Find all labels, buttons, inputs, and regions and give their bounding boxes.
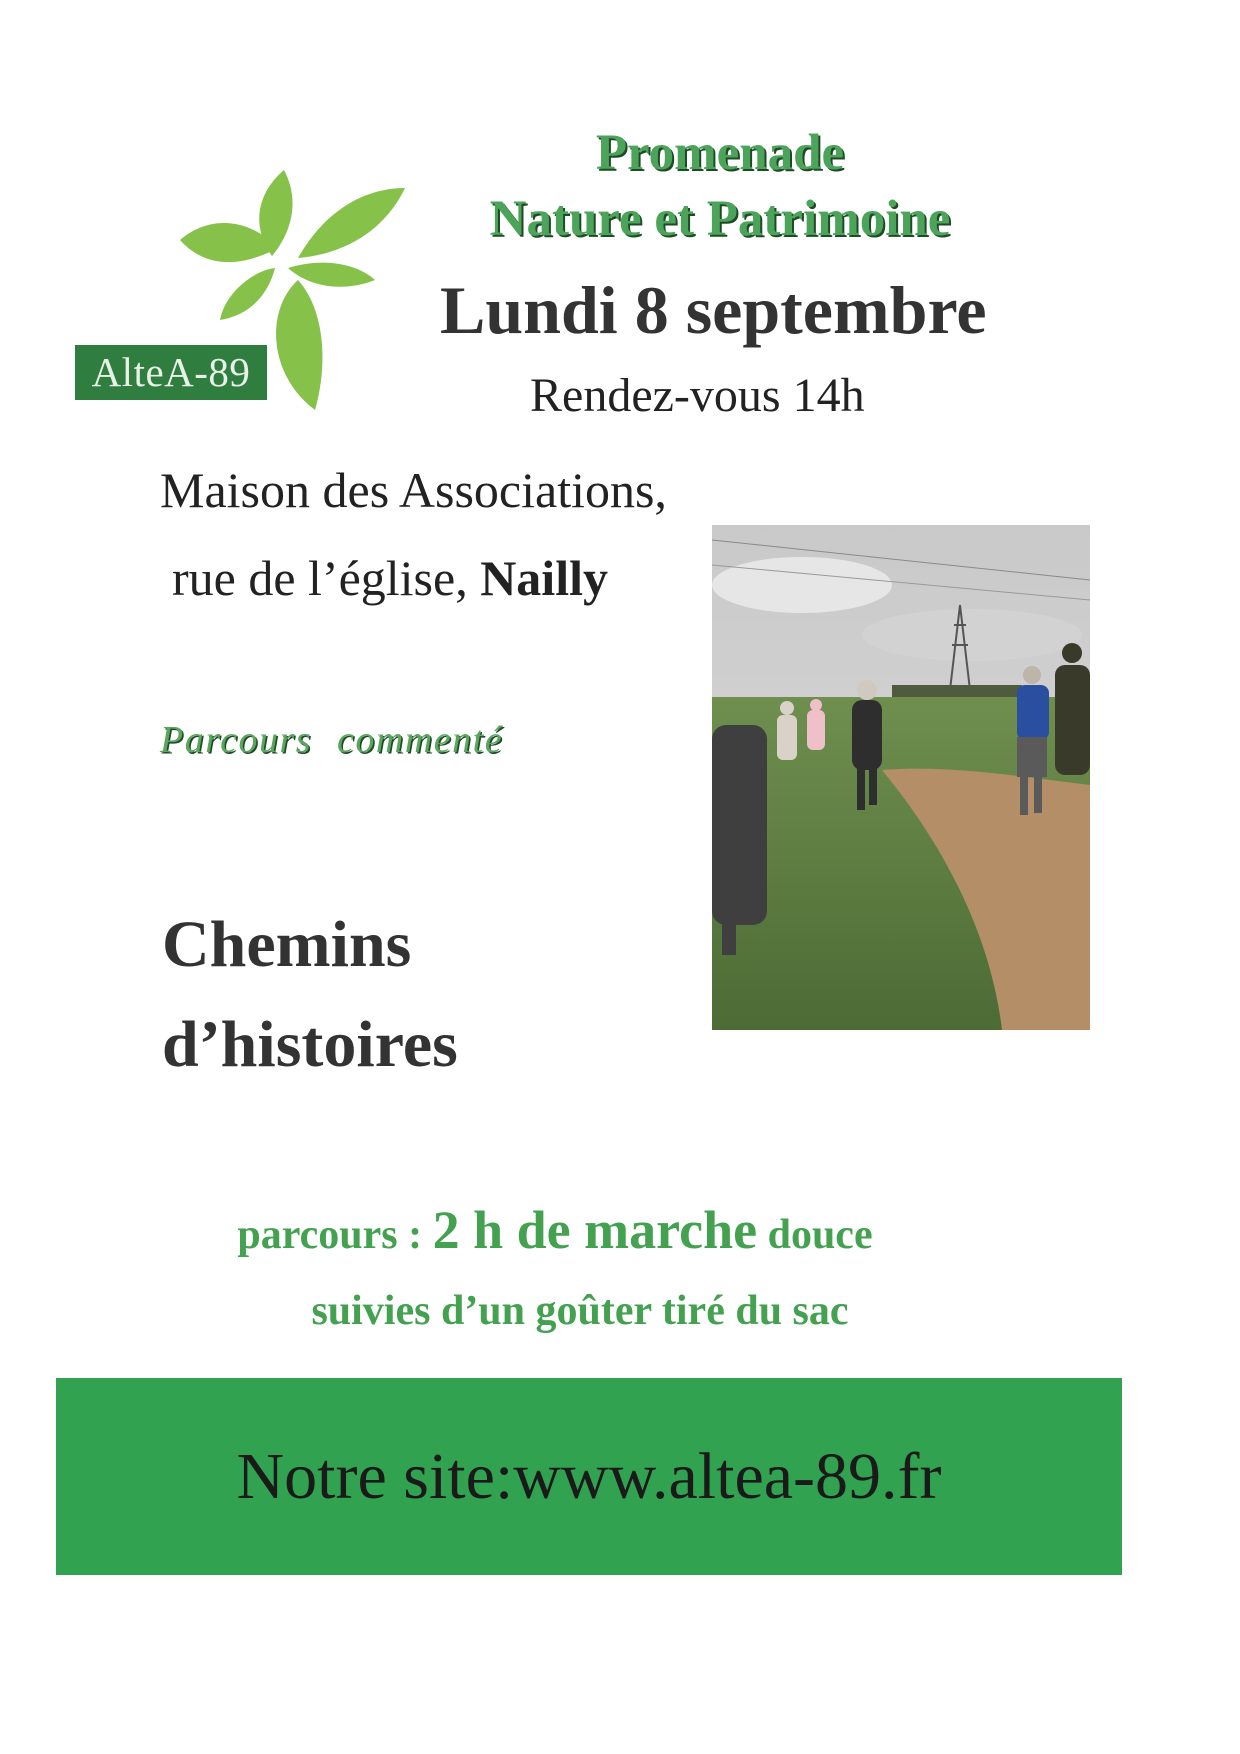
walk-details-suffix: douce	[757, 1212, 873, 1258]
leaf-upper-right	[298, 188, 405, 258]
hikers-photo	[712, 525, 1090, 1030]
walk-details-prefix: parcours :	[237, 1212, 433, 1258]
heading-line-1: Chemins	[162, 908, 412, 981]
leaf-bottom	[276, 280, 322, 410]
event-date: Lundi 8 septembre	[440, 272, 987, 348]
meeting-time: Rendez-vous 14h	[530, 369, 865, 422]
leaf-lower-left	[220, 268, 275, 320]
heading-line-2: d’histoires	[162, 1008, 458, 1081]
walk-details	[0, 1195, 1175, 1270]
walk-duration: 2 h de marche	[432, 1200, 758, 1260]
title-line-2: Nature et Patrimoine	[489, 191, 951, 247]
address-street: rue de l’église,	[172, 550, 468, 606]
website-link[interactable]: Notre site:www.altea-89.fr	[236, 1440, 942, 1513]
leaf-lower-right	[288, 263, 375, 287]
snack-note: suivies d’un goûter tiré du sac	[311, 1288, 849, 1334]
address-line-1: Maison des Associations,	[160, 462, 667, 518]
address-town: Nailly	[480, 550, 608, 606]
address-line-2	[172, 548, 608, 608]
tour-note: Parcours commenté	[160, 719, 504, 761]
logo-badge: AlteA-89	[75, 345, 267, 400]
title-line-1: Promenade	[595, 125, 845, 181]
